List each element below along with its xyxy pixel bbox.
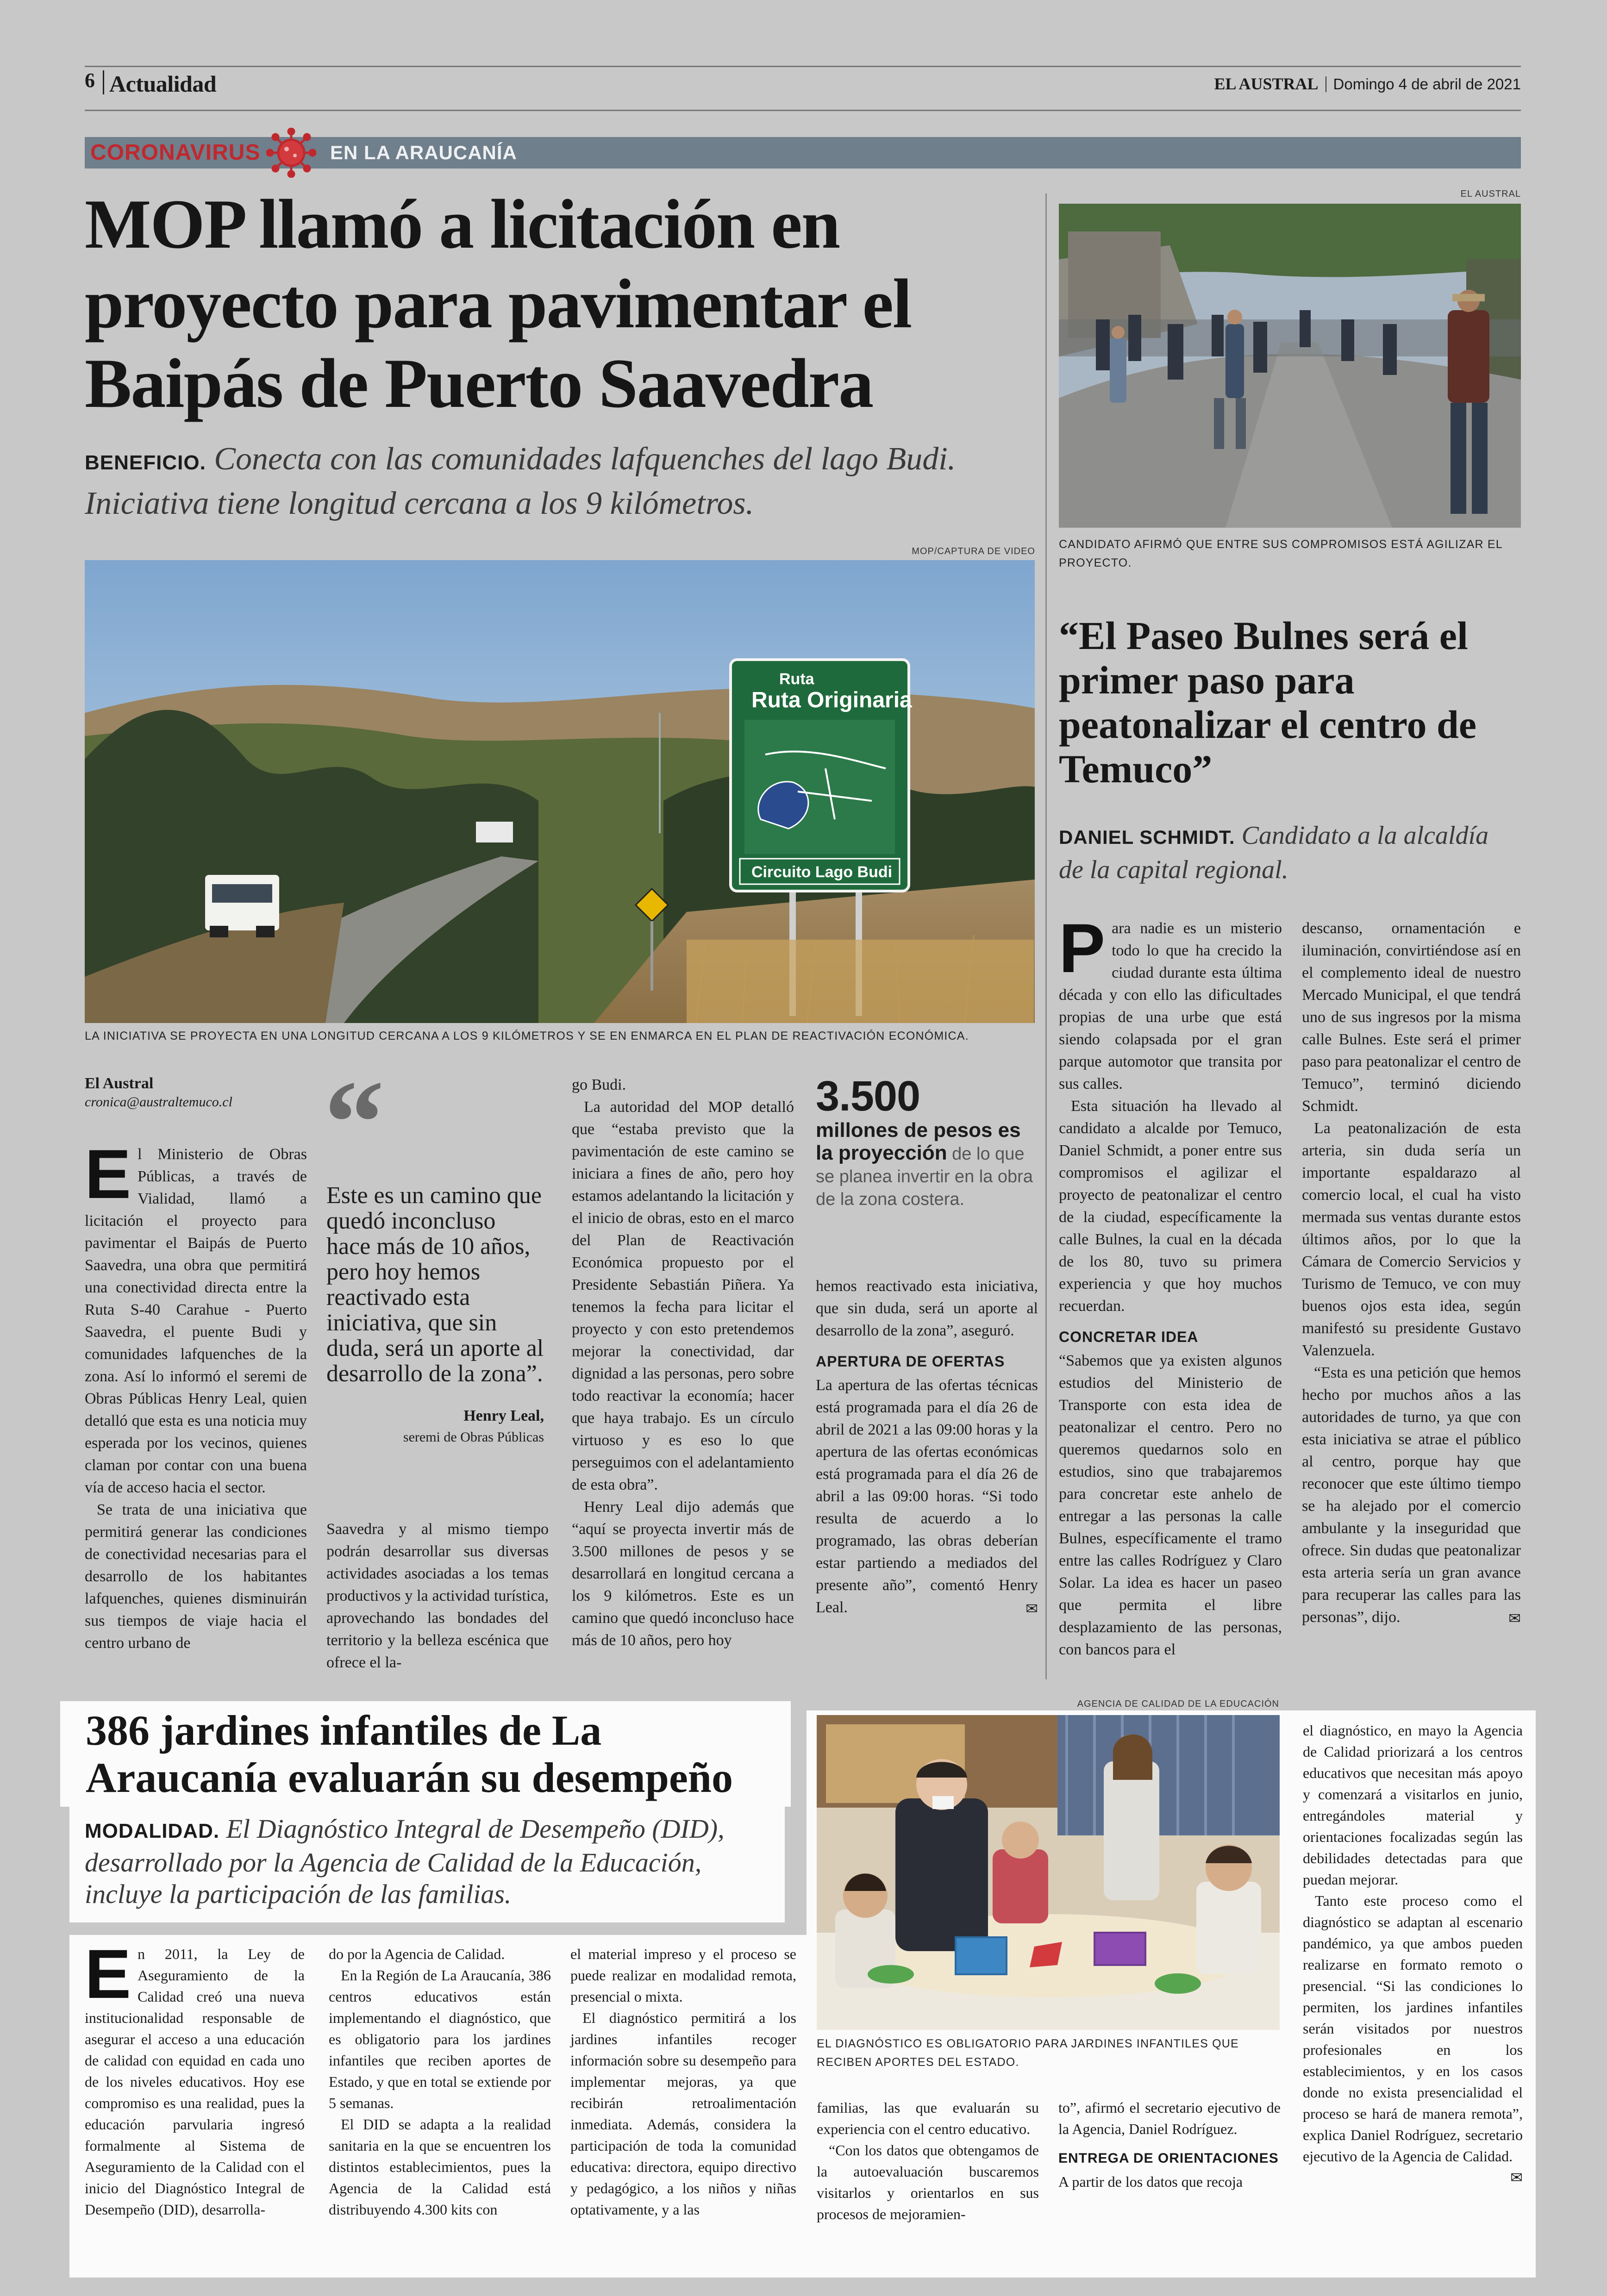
section-name: Actualidad: [109, 71, 217, 97]
side-photo-credit: EL AUSTRAL: [1460, 189, 1521, 199]
bottom-photo-credit: AGENCIA DE CALIDAD DE LA EDUCACIÓN: [1077, 1699, 1279, 1709]
main-col4-heading: APERTURA DE OFERTAS: [816, 1353, 1005, 1370]
sign-title-text: Ruta Originaria: [751, 688, 912, 712]
bottom-drop-cap: E: [85, 1935, 131, 2013]
side-col2-para3: “Esta es una petición que hemos hecho por muchos años a las autoridades de turno, ya que con esta iniciativa se atrae el público al centro, porque hay que reconocer que este último tiempo se ha alejado por el comercio ambulante y la inseguridad que ofrece. Sin dudas que peatonalizar esta arteria sería un gran avance para recuperar las calles para las personas”, dijo.: [1302, 1364, 1521, 1626]
main-photo: [85, 560, 1035, 1023]
bottom-col-1-box: [69, 1935, 315, 2277]
publication-name: EL AUSTRAL: [1214, 75, 1319, 93]
side-col2-para2: La peatonalización de esta arteria, sin duda sería un importante espaldarazo al comercio local, el cual ha visto mermada sus ventas durante estos últimos años, por lo que la Cámara de Comercio Servicios y Turismo de Temuco, ve con muy buenos ojos esta idea, según manifestó su presidente Gustavo Valenzuela.: [1302, 1120, 1521, 1359]
bottom-col-1: [85, 1935, 305, 2220]
main-col-2-bottom: [326, 1518, 549, 1674]
side-col-1: [1059, 909, 1282, 1661]
bottom-photo-caption: EL DIAGNÓSTICO ES OBLIGATORIO PARA JARDINES INFANTILES QUE RECIBEN APORTES DEL ESTADO.: [817, 2037, 1239, 2069]
side-headline: “El Paseo Bulnes será el primer paso para peatonalizar el centro de Temuco”: [1059, 613, 1477, 791]
header-divider: [103, 70, 104, 94]
side-col1-para3: “Sabemos que ya existen algunos estudios del Ministerio de Transporte con esta idea de peatonalizar el centro. Pero no queremos quedarnos solo en estudios, sino que trabajaremos para concretar este anhelo de entregar a las personas la calle Bulnes, específicamente el tramo entre las calles Rodríguez y Claro Solar. La idea es hacer un paseo que permita el libre desplazamiento de las personas, con bancos para el: [1059, 1352, 1282, 1658]
bottom-headline-box: [60, 1701, 791, 1807]
main-col-1: [85, 1135, 307, 1654]
bottom-col-2: [329, 1943, 551, 2220]
side-deck: [1059, 819, 1517, 886]
section-banner: [85, 137, 1521, 168]
main-col-4: [816, 1275, 1038, 1620]
header-bottom-rule: [85, 110, 1521, 111]
bottom-col3-para0: el material impreso y el proceso se puede realizar en modalidad remota, presencial o mixta.: [570, 1946, 796, 2005]
bottom-col2-para2: El DID se adapta a la realidad sanitaria en la que se encuentren los distintos establecimientos, pues la Agencia de la Calidad está distribuyendo 4.300 kits con: [329, 2116, 551, 2218]
bottom-col-3-box: [565, 1935, 807, 2277]
side-photo-caption: CANDIDATO AFIRMÓ QUE ENTRE SUS COMPROMISOS ESTÁ AGILIZAR EL PROYECTO.: [1059, 538, 1502, 569]
main-col4-para1: La apertura de las ofertas técnicas está programada para el día 26 de abril de 2021 a las 09:00 horas y la apertura de las ofertas económicas está programada para el día 26 de abril a las 09:00 horas. “Si todo resulta de acuerdo a lo programado, las obras deberían estar partiendo a mediados del presente año”, comentó Henry Leal.: [816, 1377, 1038, 1616]
stat-bold-text: millones de pesos es la proyección: [816, 1119, 1021, 1164]
bottom-col-5-box: [1047, 2088, 1288, 2277]
stat-rest-text: de lo que se planea invertir en la obra de la zona costera.: [816, 1144, 1033, 1209]
bottom-col3-para1: El diagnóstico permitirá a los jardines infantiles recoger información sobre su desempeño para implementar mejoras, ya que recibirán retroalimentación inmediata. Además, considera la participación de toda la comunidad educativa: directora, equipo directivo y pedagógico, a los niños y niñas optativamente, y a las: [570, 2009, 796, 2218]
quote-role: seremi de Obras Públicas: [403, 1429, 544, 1445]
main-photo-credit: MOP/CAPTURA DE VIDEO: [912, 546, 1035, 556]
header-right: [1214, 74, 1521, 94]
main-col1-text1: l Ministerio de Obras Públicas, a través de Vialidad, llamó a licitación el proyecto para pavimentar el Baipás de Puerto Saavedra, una obra que permitirá una conectividad directa entre la Ruta S-40 Carahue - Puerto Saavedra, el puente Budi y comunidades lafquenches de la zona. Así lo informó el seremi de Obras Públicas Henry Leal, quien detalló que esta es una noticia muy esperada por los vecinos, quienes claman por contar con una buena vía de acceso hacia el sector.: [85, 1146, 307, 1496]
bottom-col-6-box: [1288, 1710, 1536, 2277]
bottom-deck-box: [69, 1807, 785, 1922]
side-deck-text: Candidato a la alcaldía de la capital regional.: [1059, 821, 1489, 884]
end-mark-icon: ✉: [1025, 1600, 1038, 1617]
bottom-col2-para0: do por la Agencia de Calidad.: [329, 1946, 505, 1962]
side-col2-para1: descanso, ornamentación e iluminación, convirtiéndose así en el complemento ideal de nuestro Mercado Municipal, el que tendrá uno de sus ingresos por la misma calle Bulnes. Este será el primer paso para peatonalizar el centro de Temuco”, terminó diciendo Schmidt.: [1302, 920, 1521, 1115]
quote-author: Henry Leal,: [463, 1407, 544, 1424]
main-col3-para0: go Budi.: [572, 1076, 626, 1093]
side-col1-para2: Esta situación ha llevado al candidato a alcalde por Temuco, Daniel Schmidt, a poner entre sus compromisos el agilizar el proyecto de peatonalizar el centro de la ciudad, específicamente la calle Bulnes, la cual en la década de los 80, tuvo su primera experiencia y que hoy muchos recuerdan.: [1059, 1098, 1282, 1315]
bottom-headline: 386 jardines infantiles de La Araucanía evaluarán su desempeño: [86, 1707, 733, 1801]
bottom-col2-para1: En la Región de La Araucanía, 386 centros educativos están implementando el diagnóstico, que es obligatorio para los jardines infantiles que reciben aportes de Estado, y que en total se extiende por 5 semanas.: [329, 1967, 551, 2111]
main-byline: El Austral: [85, 1075, 154, 1092]
bottom-photo-box: [807, 1710, 1288, 2088]
main-drop-cap: E: [85, 1135, 131, 1213]
side-col1-heading: CONCRETAR IDEA: [1059, 1329, 1199, 1345]
bottom-col-3: [570, 1943, 796, 2220]
bottom-col-4-box: [807, 2088, 1047, 2277]
main-email: cronica@australtemuco.cl: [85, 1094, 232, 1110]
bottom-end-mark-icon: ✉: [1510, 2169, 1523, 2186]
main-headline: MOP llamó a licitación en proyecto para pavimentar el Baipás de Puerto Saavedra: [85, 185, 912, 422]
quote-mark-icon: “: [324, 1056, 384, 1189]
side-drop-cap: P: [1059, 909, 1106, 987]
bottom-deck-text: El Diagnóstico Integral de Desempeño (DID), desarrollado por la Agencia de Calidad de la Educación, incluye la participación de las familias.: [85, 1814, 725, 1909]
bottom-col-4: [817, 2097, 1039, 2225]
main-kicker: BENEFICIO.: [85, 451, 206, 474]
side-col-2: [1302, 917, 1521, 1629]
side-col1-text1: ara nadie es un misterio todo lo que ha crecido la ciudad durante esta última década y con ello las dificultades propias de una urbe que está siendo colapsada por el gran parque automotor que transita por sus calles.: [1059, 920, 1282, 1092]
publication-date: Domingo 4 de abril de 2021: [1333, 75, 1521, 93]
stat-description: [816, 1119, 1043, 1210]
main-col3-para2: Henry Leal dijo además que “aquí se proyecta invertir más de 3.500 millones de pesos y se desarrollará en longitud cercana a los 9 kilómetros. Este es un camino que quedó inconcluso hace más de 10 años, pero hoy: [572, 1498, 794, 1649]
main-col2-text: Saavedra y al mismo tiempo podrán desarrollar sus diversas actividades asociadas a los temas productivos y la actividad turística, aprovechando las bondades del territorio y la belleza escénica que ofrece el la-: [326, 1521, 549, 1671]
stat-box: [816, 1073, 1043, 1210]
header-top-rule: [85, 66, 1521, 67]
main-col4-para0: hemos reactivado esta iniciativa, que sin duda, será un aporte al desarrollo de la zona”, aseguró.: [816, 1278, 1038, 1339]
main-col1-para1: [85, 1135, 307, 1499]
main-deck-text: Conecta con las comunidades lafquenches del lago Budi. Iniciativa tiene longitud cercana a los 9 kilómetros.: [85, 441, 956, 521]
side-photo: [1059, 204, 1521, 528]
stat-number: 3.500: [816, 1073, 920, 1120]
side-end-mark-icon: ✉: [1508, 1610, 1521, 1627]
main-col-3: [572, 1074, 794, 1652]
banner-label: CORONAVIRUS: [90, 140, 261, 165]
pull-quote: Este es un camino que quedó inconcluso hace más de 10 años, pero hoy hemos reactivado esta iniciativa, que sin duda, será un aporte al desarrollo de la zona”.: [326, 1182, 544, 1387]
main-deck: [85, 439, 1038, 524]
main-byline-block: [85, 1075, 307, 1110]
bottom-col1-para1: [85, 1935, 305, 2220]
svg-text:Ruta: Ruta: [779, 670, 814, 688]
bottom-col-6: [1303, 1720, 1523, 2188]
bottom-col4-para0: familias, las que evaluarán su experiencia con el centro educativo.: [817, 2099, 1039, 2137]
bottom-col5-para1: A partir de los datos que recoja: [1058, 2173, 1243, 2190]
column-separator: [1045, 193, 1047, 1679]
bottom-col5-heading: ENTREGA DE ORIENTACIONES: [1058, 2151, 1279, 2166]
main-col3-para1: La autoridad del MOP detalló que “estaba previsto que la pavimentación de este camino se iniciara a fines de año, pero hoy estamos adelantando la licitación y el inicio de obras, esto en el marco del Plan de Reactivación Económica propuesto por el Presidente Sebastián Piñera. Ya tenemos la fecha para licitar el proyecto y con esto pretendemos mejorar la conectividad, dar dignidad a las personas, pero sobre todo reactivar la economía; hacer que haya trabajo. Es un círculo virtuoso y es eso lo que perseguimos con el adelantamiento de esta obra”.: [572, 1098, 794, 1493]
banner-region: EN LA ARAUCANÍA: [330, 142, 517, 163]
side-col1-para1: [1059, 909, 1282, 1095]
page-number: 6: [85, 69, 95, 92]
bottom-col-2-box: [315, 1935, 565, 2277]
main-photo-caption: LA INICIATIVA SE PROYECTA EN UNA LONGITUD CERCANA A LOS 9 KILÓMETROS Y SE EN ENMARCA EN EL PLAN DE REACTIVACIÓN ECONÓMICA.: [85, 1029, 969, 1042]
virus-icon: [266, 128, 316, 178]
bottom-col4-para1: “Con los datos que obtengamos de la autoevaluación buscaremos visitarlos y orientarlos en sus procesos de mejoramien-: [817, 2142, 1039, 2222]
bottom-col-5: [1058, 2097, 1281, 2192]
main-col1-para2: Se trata de una iniciativa que permitirá generar las condiciones de conectividad necesarias para el desarrollo de los habitantes lafquenches, quienes disminuirán sus tiempos de viaje hacia el centro urbano de: [85, 1501, 307, 1652]
bottom-photo: [817, 1715, 1280, 2030]
bottom-col1-text1: n 2011, la Ley de Aseguramiento de la Calidad creó una nueva institucionalidad responsable de asegurar el acceso a una educación de calidad con equidad en cada uno de los niveles educativos. Hoy ese compromiso es una realidad, pues la educación parvularia ingresó formalmente al Sistema de Aseguramiento de la Calidad con el inicio del Diagnóstico Integral de Desempeño (DID), desarrolla-: [85, 1946, 305, 2218]
side-kicker: DANIEL SCHMIDT.: [1059, 826, 1235, 848]
bottom-kicker: MODALIDAD.: [85, 1820, 220, 1842]
bottom-col5-para0: to”, afirmó el secretario ejecutivo de la Agencia, Daniel Rodríguez.: [1058, 2099, 1281, 2137]
bottom-col6-para1: Tanto este proceso como el diagnóstico se adaptan al escenario pandémico, ya que ambos pueden realizarse en formato remoto o presencial. “Si las condiciones lo permiten, los jardines infantiles serán visitados por nuestros profesionales en los establecimientos, y en los casos donde no exista presencialidad el proceso se hará de manera remota”, explica Daniel Rodríguez, secretario ejecutivo de la Agencia de Calidad.: [1303, 1892, 1523, 2165]
bottom-deck: [85, 1813, 779, 1910]
sign-footer-text: Circuito Lago Budi: [751, 863, 893, 881]
bottom-col6-para0: el diagnóstico, en mayo la Agencia de Calidad priorizará a los centros educativos que necesitan más apoyo y comenzará a visitarlos en junio, entregándoles material y orientaciones focalizadas según las debilidades detectadas para que puedan mejorar.: [1303, 1722, 1523, 1888]
